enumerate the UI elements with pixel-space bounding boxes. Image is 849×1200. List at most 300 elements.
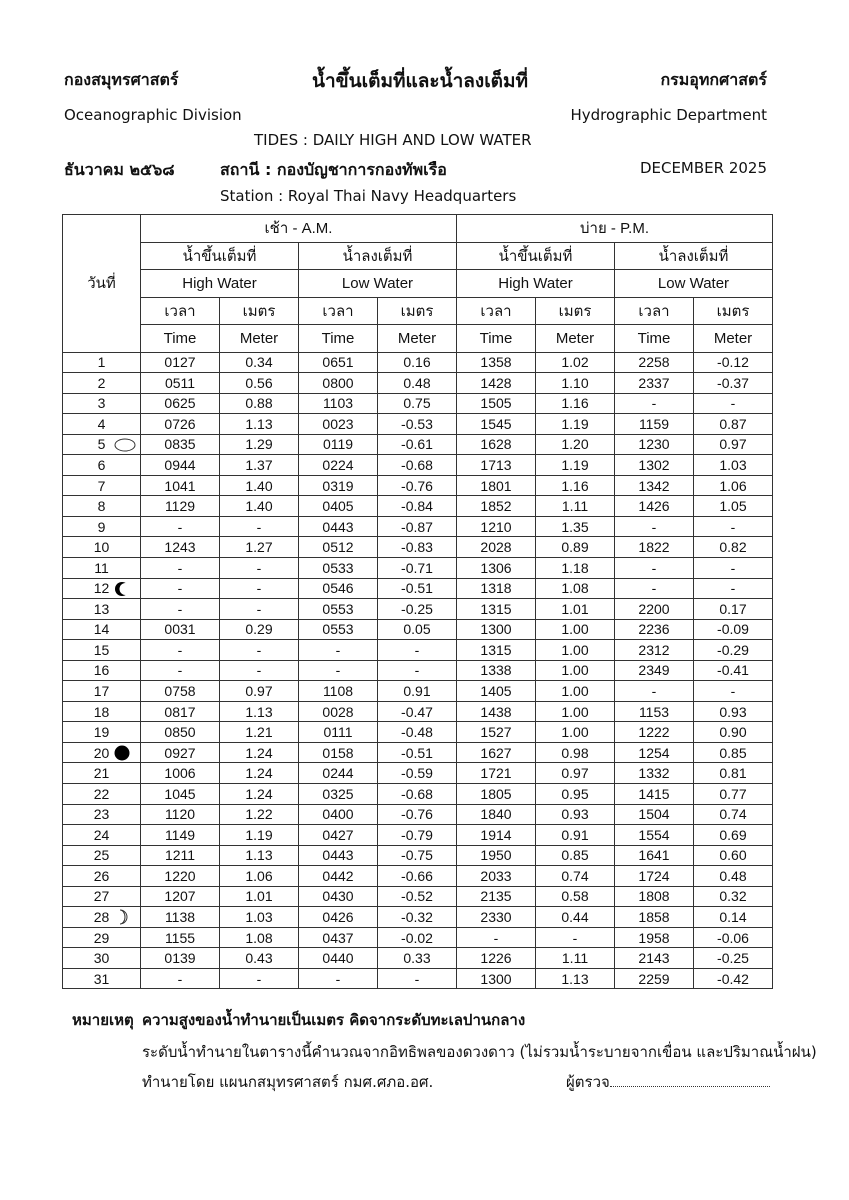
am-low-meter-cell: -0.71	[378, 557, 457, 578]
table-row	[63, 722, 773, 743]
am-low-meter-cell: -0.47	[378, 701, 457, 722]
table-row	[63, 927, 773, 948]
am-high-meter-cell: 1.19	[220, 825, 299, 846]
table-row	[63, 701, 773, 722]
pm-high-meter-cell: -	[536, 927, 615, 948]
pm-low-meter-cell: -0.25	[694, 948, 773, 969]
day-number: 30	[93, 950, 110, 967]
pm-high-time-cell: 2033	[457, 866, 536, 887]
am-low-header-en: Low Water	[299, 270, 457, 298]
am-low-meter-cell: -0.32	[378, 907, 457, 928]
pm-low-meter-cell: -0.41	[694, 660, 773, 681]
predicted-by: ทำนายโดย แผนกสมุทรศาสตร์ กมศ.ศภอ.อศ.	[142, 1073, 434, 1091]
am-low-time-cell: 0111	[299, 722, 378, 743]
am-low-meter-cell: -0.68	[378, 783, 457, 804]
pm-high-meter-cell: 0.89	[536, 537, 615, 558]
am-low-meter-cell: 0.16	[378, 352, 457, 373]
pm-high-time-cell: 1840	[457, 804, 536, 825]
meter-header-thai: เมตร	[220, 297, 299, 325]
am-low-meter-cell: -0.76	[378, 475, 457, 496]
pm-low-meter-cell: 0.60	[694, 845, 773, 866]
pm-high-meter-cell: 1.20	[536, 434, 615, 455]
am-low-time-cell: 0400	[299, 804, 378, 825]
pm-low-meter-cell: 0.48	[694, 866, 773, 887]
pm-low-meter-cell: 1.03	[694, 455, 773, 476]
pm-low-time-cell: 2143	[615, 948, 694, 969]
pm-high-meter-cell: 0.58	[536, 886, 615, 907]
am-high-meter-cell: 1.27	[220, 537, 299, 558]
am-high-meter-cell: 1.40	[220, 475, 299, 496]
am-high-meter-cell: 1.13	[220, 701, 299, 722]
pm-high-time-cell: 1226	[457, 948, 536, 969]
table-row	[63, 414, 773, 435]
pm-low-time-cell: -	[615, 516, 694, 537]
am-low-meter-cell: -	[378, 640, 457, 661]
am-low-time-cell: -	[299, 968, 378, 989]
pm-high-meter-cell: 1.01	[536, 599, 615, 620]
pm-low-header-thai: น้ำลงเต็มที่	[615, 242, 773, 270]
am-low-time-cell: 0443	[299, 845, 378, 866]
note-text: ความสูงของน้ำทำนายเป็นเมตร คิดจากระดับทะเลปานกลาง	[142, 1011, 526, 1029]
am-high-meter-cell: 1.37	[220, 455, 299, 476]
am-low-time-cell: -	[299, 640, 378, 661]
meter-header-en: Meter	[220, 325, 299, 353]
table-row	[63, 496, 773, 517]
pm-high-time-cell: 1300	[457, 968, 536, 989]
am-low-time-cell: 0158	[299, 742, 378, 763]
am-low-time-cell: 0553	[299, 599, 378, 620]
table-row	[63, 557, 773, 578]
day-cell	[63, 373, 141, 394]
pm-low-time-cell: 1724	[615, 866, 694, 887]
am-low-meter-cell: -0.48	[378, 722, 457, 743]
pm-low-time-cell: 2259	[615, 968, 694, 989]
pm-low-time-cell: 1808	[615, 886, 694, 907]
am-high-meter-cell: 1.06	[220, 866, 299, 887]
am-low-time-cell: 0426	[299, 907, 378, 928]
am-low-meter-cell: 0.05	[378, 619, 457, 640]
am-high-time-cell: 1120	[141, 804, 220, 825]
am-low-meter-cell: -0.02	[378, 927, 457, 948]
am-high-meter-cell: 0.29	[220, 619, 299, 640]
pm-high-time-cell: 1713	[457, 455, 536, 476]
pm-high-time-cell: 1805	[457, 783, 536, 804]
time-header-thai: เวลา	[615, 297, 694, 325]
table-row	[63, 804, 773, 825]
pm-high-time-cell: 2330	[457, 907, 536, 928]
am-high-time-cell: -	[141, 578, 220, 599]
pm-high-meter-cell: 0.98	[536, 742, 615, 763]
pm-low-time-cell: 2349	[615, 660, 694, 681]
pm-high-time-cell: 1338	[457, 660, 536, 681]
table-row	[63, 455, 773, 476]
am-low-time-cell: 0224	[299, 455, 378, 476]
pm-high-time-cell: 1527	[457, 722, 536, 743]
pm-low-time-cell: 2236	[615, 619, 694, 640]
pm-high-time-cell: 1545	[457, 414, 536, 435]
pm-low-meter-cell: -	[694, 578, 773, 599]
pm-low-time-cell: 2258	[615, 352, 694, 373]
pm-high-time-cell: 1950	[457, 845, 536, 866]
am-low-time-cell: 0119	[299, 434, 378, 455]
day-number: 21	[93, 765, 110, 782]
table-row	[63, 968, 773, 989]
pm-low-meter-cell: -0.06	[694, 927, 773, 948]
am-high-meter-cell: 1.29	[220, 434, 299, 455]
pm-low-meter-cell: 0.87	[694, 414, 773, 435]
day-number: 8	[97, 498, 106, 515]
am-low-meter-cell: -0.25	[378, 599, 457, 620]
table-row	[63, 537, 773, 558]
pm-low-meter-cell: 0.32	[694, 886, 773, 907]
time-header-thai: เวลา	[299, 297, 378, 325]
am-high-time-cell: 1207	[141, 886, 220, 907]
day-number: 10	[93, 539, 110, 556]
pm-low-time-cell: 1153	[615, 701, 694, 722]
day-cell	[63, 434, 141, 455]
day-cell	[63, 804, 141, 825]
am-low-time-cell: 0443	[299, 516, 378, 537]
pm-high-meter-cell: 1.16	[536, 393, 615, 414]
pm-high-meter-cell: 1.10	[536, 373, 615, 394]
day-number: 2	[97, 374, 106, 391]
day-number: 25	[93, 847, 110, 864]
table-row	[63, 763, 773, 784]
day-cell	[63, 927, 141, 948]
month-thai: ธันวาคม ๒๕๖๘	[64, 160, 175, 179]
pm-high-time-cell: 1801	[457, 475, 536, 496]
am-low-time-cell: 1108	[299, 681, 378, 702]
am-low-time-cell: 0442	[299, 866, 378, 887]
am-low-time-cell: 0430	[299, 886, 378, 907]
am-high-meter-cell: 1.03	[220, 907, 299, 928]
pm-high-meter-cell: 1.16	[536, 475, 615, 496]
day-cell	[63, 455, 141, 476]
am-low-time-cell: 0427	[299, 825, 378, 846]
am-high-meter-cell: 0.43	[220, 948, 299, 969]
am-high-time-cell: 0127	[141, 352, 220, 373]
day-number: 17	[93, 683, 110, 700]
pm-low-time-cell: 1159	[615, 414, 694, 435]
am-low-time-cell: 0023	[299, 414, 378, 435]
pm-high-time-cell: 1628	[457, 434, 536, 455]
pm-low-time-cell: 1230	[615, 434, 694, 455]
day-number: 7	[97, 477, 106, 494]
pm-low-meter-cell: 0.74	[694, 804, 773, 825]
pm-high-meter-cell: 1.11	[536, 496, 615, 517]
pm-high-time-cell: 1428	[457, 373, 536, 394]
am-high-meter-cell: 1.01	[220, 886, 299, 907]
month-en: DECEMBER 2025	[639, 159, 767, 177]
day-number: 6	[97, 457, 106, 473]
table-row	[63, 825, 773, 846]
day-number: 20	[93, 744, 110, 761]
am-low-meter-cell: -0.76	[378, 804, 457, 825]
am-low-meter-cell: -	[378, 968, 457, 989]
table-row	[63, 783, 773, 804]
table-row	[63, 475, 773, 496]
am-high-meter-cell: 1.24	[220, 783, 299, 804]
pm-high-time-cell: 1627	[457, 742, 536, 763]
day-number: 22	[93, 785, 110, 802]
am-low-meter-cell: -0.66	[378, 866, 457, 887]
pm-low-time-cell: 1554	[615, 825, 694, 846]
am-high-time-cell: 0726	[141, 414, 220, 435]
am-low-time-cell: 1103	[299, 393, 378, 414]
pm-high-time-cell: 1405	[457, 681, 536, 702]
am-high-time-cell: 0625	[141, 393, 220, 414]
am-low-meter-cell: -0.83	[378, 537, 457, 558]
day-number: 4	[97, 415, 106, 432]
day-number: 23	[93, 806, 110, 823]
table-row	[63, 434, 773, 455]
am-high-header-thai: น้ำขึ้นเต็มที่	[141, 242, 299, 270]
day-cell	[63, 475, 141, 496]
pm-low-meter-cell: -	[694, 681, 773, 702]
pm-high-meter-cell: 0.95	[536, 783, 615, 804]
day-cell	[63, 352, 141, 373]
am-high-meter-cell: 1.13	[220, 845, 299, 866]
am-high-time-cell: 1041	[141, 475, 220, 496]
am-high-meter-cell: 0.56	[220, 373, 299, 394]
pm-high-meter-cell: 1.18	[536, 557, 615, 578]
day-number: 1	[97, 354, 106, 371]
am-high-meter-cell: -	[220, 599, 299, 620]
time-header-thai: เวลา	[457, 297, 536, 325]
tide-table	[62, 214, 773, 989]
pm-high-meter-cell: 1.19	[536, 414, 615, 435]
am-high-meter-cell: 1.13	[220, 414, 299, 435]
day-cell	[63, 681, 141, 702]
pm-low-time-cell: 1958	[615, 927, 694, 948]
pm-high-header-thai: น้ำขึ้นเต็มที่	[457, 242, 615, 270]
am-high-meter-cell: 1.24	[220, 742, 299, 763]
am-low-time-cell: 0651	[299, 352, 378, 373]
meter-header-en: Meter	[694, 325, 773, 353]
day-cell	[63, 557, 141, 578]
am-low-time-cell: 0553	[299, 619, 378, 640]
pm-header: บ่าย - P.M.	[457, 215, 773, 243]
am-low-meter-cell: -0.51	[378, 742, 457, 763]
pm-low-header-en: Low Water	[615, 270, 773, 298]
pm-low-meter-cell: -0.29	[694, 640, 773, 661]
pm-high-time-cell: 1318	[457, 578, 536, 599]
pm-low-time-cell: -	[615, 557, 694, 578]
day-number: 13	[93, 600, 110, 617]
am-low-meter-cell: -	[378, 660, 457, 681]
table-row	[63, 681, 773, 702]
am-high-time-cell: 0835	[141, 434, 220, 455]
pm-high-time-cell: 1210	[457, 516, 536, 537]
time-header-en: Time	[615, 325, 694, 353]
am-high-time-cell: 0031	[141, 619, 220, 640]
day-number: 28	[93, 909, 110, 926]
day-cell	[63, 414, 141, 435]
pm-low-time-cell: 1332	[615, 763, 694, 784]
pm-low-time-cell: 1858	[615, 907, 694, 928]
pm-low-meter-cell: 0.81	[694, 763, 773, 784]
am-high-time-cell: -	[141, 660, 220, 681]
am-low-time-cell: 0800	[299, 373, 378, 394]
am-low-meter-cell: 0.75	[378, 393, 457, 414]
meter-header-thai: เมตร	[378, 297, 457, 325]
am-low-meter-cell: -0.75	[378, 845, 457, 866]
table-row	[63, 640, 773, 661]
pm-low-meter-cell: -0.12	[694, 352, 773, 373]
moon-full-icon	[114, 437, 130, 453]
pm-low-meter-cell: 0.90	[694, 722, 773, 743]
am-header: เช้า - A.M.	[141, 215, 457, 243]
pm-low-meter-cell: 0.17	[694, 599, 773, 620]
day-number: 3	[97, 395, 106, 412]
pm-low-meter-cell: 0.85	[694, 742, 773, 763]
pm-low-time-cell: 1641	[615, 845, 694, 866]
am-low-time-cell: 0437	[299, 927, 378, 948]
day-cell	[63, 578, 141, 599]
day-cell	[63, 948, 141, 969]
pm-low-time-cell: -	[615, 578, 694, 599]
am-high-time-cell: 1138	[141, 907, 220, 928]
table-row	[63, 619, 773, 640]
moon-new-icon	[114, 745, 130, 761]
am-low-time-cell: 0244	[299, 763, 378, 784]
am-low-meter-cell: 0.33	[378, 948, 457, 969]
meter-header-thai: เมตร	[536, 297, 615, 325]
pm-high-meter-cell: 1.02	[536, 352, 615, 373]
pm-low-meter-cell: 0.77	[694, 783, 773, 804]
am-high-meter-cell: 1.24	[220, 763, 299, 784]
am-high-time-cell: 1220	[141, 866, 220, 887]
day-number: 31	[93, 970, 110, 987]
am-high-time-cell: -	[141, 640, 220, 661]
pm-high-time-cell: 1315	[457, 640, 536, 661]
am-high-time-cell: 0758	[141, 681, 220, 702]
pm-high-meter-cell: 1.08	[536, 578, 615, 599]
table-row	[63, 352, 773, 373]
day-number: 18	[93, 703, 110, 720]
am-high-meter-cell: 0.88	[220, 393, 299, 414]
am-high-time-cell: 1155	[141, 927, 220, 948]
day-cell	[63, 516, 141, 537]
table-row	[63, 907, 773, 928]
am-high-time-cell: -	[141, 516, 220, 537]
pm-low-time-cell: 1254	[615, 742, 694, 763]
am-low-meter-cell: -0.51	[378, 578, 457, 599]
day-cell	[63, 640, 141, 661]
day-number: 16	[93, 662, 110, 679]
am-low-meter-cell: -0.59	[378, 763, 457, 784]
pm-low-meter-cell: -0.37	[694, 373, 773, 394]
note-label: หมายเหตุ	[72, 1011, 134, 1029]
pm-high-time-cell: 2135	[457, 886, 536, 907]
time-header-en: Time	[457, 325, 536, 353]
am-low-meter-cell: -0.61	[378, 434, 457, 455]
table-row	[63, 599, 773, 620]
day-number: 19	[93, 724, 110, 741]
am-high-time-cell: 0850	[141, 722, 220, 743]
day-cell	[63, 742, 141, 763]
pm-high-meter-cell: 1.00	[536, 722, 615, 743]
am-high-meter-cell: 1.40	[220, 496, 299, 517]
pm-low-time-cell: 2200	[615, 599, 694, 620]
pm-high-time-cell: 1315	[457, 599, 536, 620]
pm-low-meter-cell: -	[694, 557, 773, 578]
checker-text: ผู้ตรวจ	[566, 1073, 610, 1091]
department-en: Hydrographic Department	[570, 106, 767, 124]
am-low-meter-cell: 0.48	[378, 373, 457, 394]
am-high-meter-cell: 1.22	[220, 804, 299, 825]
pm-high-header-en: High Water	[457, 270, 615, 298]
day-number: 24	[93, 826, 110, 843]
page-title-thai: น้ำขึ้นเต็มที่และน้ำลงเต็มที่	[312, 70, 529, 92]
am-high-meter-cell: -	[220, 660, 299, 681]
pm-high-meter-cell: 0.44	[536, 907, 615, 928]
am-low-meter-cell: -0.68	[378, 455, 457, 476]
am-high-time-cell: 1211	[141, 845, 220, 866]
pm-high-time-cell: 1306	[457, 557, 536, 578]
pm-low-meter-cell: 1.06	[694, 475, 773, 496]
am-low-time-cell: 0440	[299, 948, 378, 969]
day-cell	[63, 845, 141, 866]
day-cell	[63, 660, 141, 681]
am-high-time-cell: 1129	[141, 496, 220, 517]
am-low-time-cell: -	[299, 660, 378, 681]
table-row	[63, 660, 773, 681]
am-high-time-cell: -	[141, 968, 220, 989]
time-header-en: Time	[141, 325, 220, 353]
time-header-thai: เวลา	[141, 297, 220, 325]
am-high-time-cell: -	[141, 557, 220, 578]
pm-low-meter-cell: 0.14	[694, 907, 773, 928]
division-thai: กองสมุทรศาสตร์	[64, 70, 179, 89]
am-low-header-thai: น้ำลงเต็มที่	[299, 242, 457, 270]
pm-high-meter-cell: 0.85	[536, 845, 615, 866]
day-number: 27	[93, 888, 110, 905]
day-column-header: วันที่	[63, 215, 141, 353]
day-cell	[63, 825, 141, 846]
am-high-time-cell: 0139	[141, 948, 220, 969]
am-high-meter-cell: 0.34	[220, 352, 299, 373]
am-low-meter-cell: 0.91	[378, 681, 457, 702]
day-number: 12	[93, 580, 110, 597]
pm-low-meter-cell: 0.97	[694, 434, 773, 455]
pm-low-time-cell: 1822	[615, 537, 694, 558]
pm-high-meter-cell: 1.00	[536, 619, 615, 640]
am-low-time-cell: 0546	[299, 578, 378, 599]
pm-high-time-cell: 1505	[457, 393, 536, 414]
pm-low-meter-cell: 0.93	[694, 701, 773, 722]
pm-high-meter-cell: 0.91	[536, 825, 615, 846]
am-low-meter-cell: -0.52	[378, 886, 457, 907]
table-row	[63, 948, 773, 969]
am-high-meter-cell: -	[220, 516, 299, 537]
table-row	[63, 866, 773, 887]
day-number: 15	[93, 641, 110, 658]
pm-low-time-cell: 1504	[615, 804, 694, 825]
pm-high-time-cell: 2028	[457, 537, 536, 558]
day-cell	[63, 968, 141, 989]
note-line-2: ระดับน้ำทำนายในตารางนี้คำนวณจากอิทธิพลของดวงดาว (ไม่รวมน้ำระบายจากเขื่อน และปริมาณน้ำฝน)	[142, 1043, 817, 1061]
pm-high-time-cell: 1721	[457, 763, 536, 784]
pm-high-meter-cell: 0.74	[536, 866, 615, 887]
am-high-meter-cell: -	[220, 968, 299, 989]
pm-high-time-cell: 1914	[457, 825, 536, 846]
pm-high-time-cell: 1438	[457, 701, 536, 722]
am-high-time-cell: 0927	[141, 742, 220, 763]
pm-low-meter-cell: -0.42	[694, 968, 773, 989]
pm-low-meter-cell: 0.82	[694, 537, 773, 558]
table-row	[63, 886, 773, 907]
